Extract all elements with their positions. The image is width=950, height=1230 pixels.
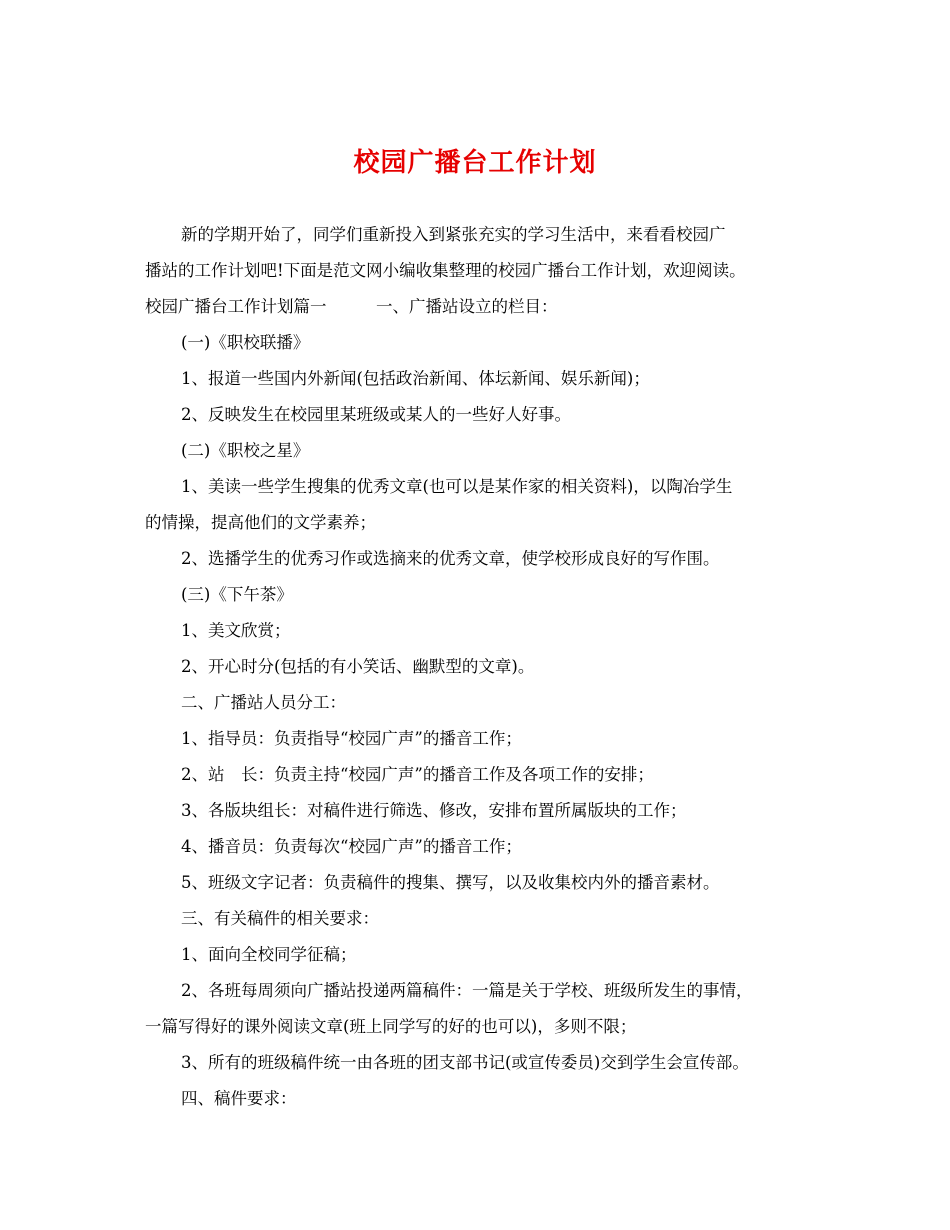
- paragraph-line: 2、反映发生在校园里某班级或某人的一些好人好事。: [181, 405, 571, 424]
- paragraph-line: 新的学期开始了，同学们重新投入到紧张充实的学习生活中，来看看校园广: [181, 225, 726, 244]
- paragraph-line: 1、面向全校同学征稿；: [181, 945, 357, 964]
- paragraph-line: 5、班级文字记者：负责稿件的搜集、撰写，以及收集校内外的播音素材。: [181, 873, 720, 892]
- section-heading: (三)《下午茶》: [181, 585, 293, 604]
- paragraph-line: 校园广播台工作计划篇一 一、广播站设立的栏目：: [145, 297, 558, 316]
- section-heading: 二、广播站人员分工：: [181, 693, 346, 712]
- paragraph-line: 2、各班每周须向广播站投递两篇稿件：一篇是关于学校、班级所发生的事情，: [181, 981, 753, 1000]
- paragraph-line: 1、美文欣赏；: [181, 621, 291, 640]
- section-heading: 三、有关稿件的相关要求：: [181, 909, 379, 928]
- paragraph-line: 一篇写得好的课外阅读文章(班上同学写的好的也可以)，多则不限；: [145, 1017, 637, 1036]
- paragraph-line: 的情操，提高他们的文学素养；: [145, 513, 376, 532]
- section-heading: (一)《职校联播》: [181, 333, 310, 352]
- paragraph-line: 2、站 长：负责主持“校园广声”的播音工作及各项工作的安排；: [181, 765, 654, 784]
- paragraph-line: 4、播音员：负责每次“校园广声”的播音工作；: [181, 837, 522, 856]
- paragraph-line: 1、报道一些国内外新闻(包括政治新闻、体坛新闻、娱乐新闻)；: [181, 369, 650, 388]
- paragraph-line: 3、各版块组长：对稿件进行筛选、修改，安排布置所属版块的工作；: [181, 801, 687, 820]
- section-heading: (二)《职校之星》: [181, 441, 310, 460]
- paragraph-line: 1、指导员：负责指导“校园广声”的播音工作；: [181, 729, 522, 748]
- paragraph-line: 播站的工作计划吧!下面是范文网小编收集整理的校园广播台工作计划，欢迎阅读。: [145, 261, 746, 280]
- section-heading: 四、稿件要求：: [181, 1089, 297, 1108]
- paragraph-line: 3、所有的班级稿件统一由各班的团支部书记(或宣传委员)交到学生会宣传部。: [181, 1053, 749, 1072]
- document-title: 校园广播台工作计划: [353, 148, 597, 178]
- paragraph-line: 2、开心时分(包括的有小笑话、幽默型的文章)。: [181, 657, 535, 676]
- paragraph-line: 1、美读一些学生搜集的优秀文章(也可以是某作家的相关资料)，以陶冶学生: [181, 477, 733, 496]
- paragraph-line: 2、选播学生的优秀习作或选摘来的优秀文章，使学校形成良好的写作围。: [181, 549, 720, 568]
